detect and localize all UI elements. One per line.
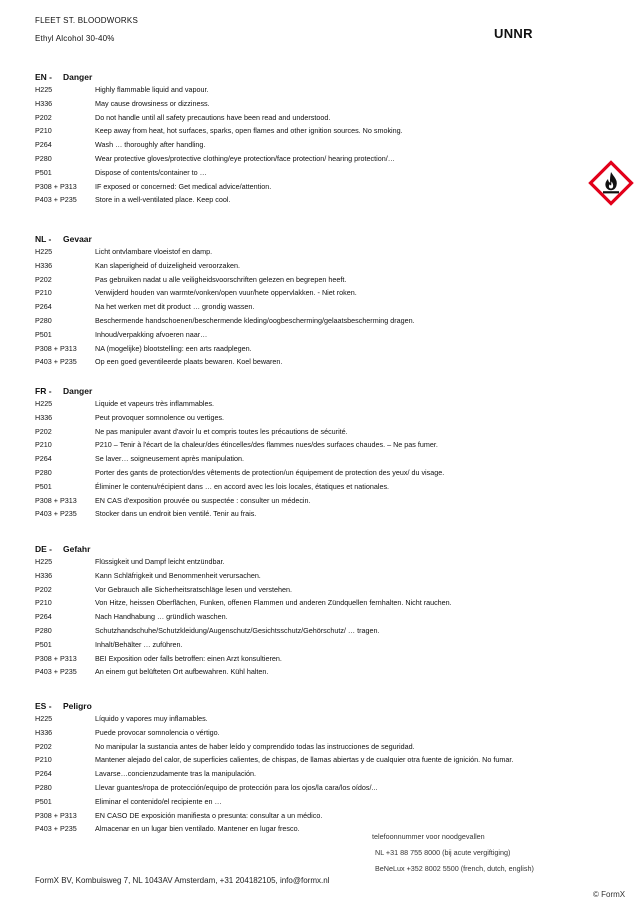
signal-word: Danger — [63, 72, 93, 82]
section-fr — [35, 385, 605, 521]
statement-row — [35, 138, 605, 152]
statement-text: Líquido y vapores muy inflamables. — [95, 714, 208, 723]
statement-row — [35, 466, 605, 480]
statement-text: Wash … thoroughly after handling. — [95, 140, 206, 150]
brand-name: UNNR — [494, 26, 533, 41]
statement-row — [35, 610, 605, 624]
statement-row — [35, 300, 605, 314]
statement-code: P403 + P235 — [35, 824, 77, 834]
section-es — [35, 700, 605, 836]
statement-text: P210 – Tenir à l'écart de la chaleur/des étincelles/des flammes nues/des surfaces chaudes. – Ne pas fumer. — [95, 440, 438, 450]
statement-row — [35, 411, 605, 425]
statement-code: P403 + P235 — [35, 667, 77, 677]
statement-text: An einem gut belüfteten Ort aufbewahren. Kühl halten. — [95, 667, 269, 677]
emergency-number-nl: NL +31 88 755 8000 (bij acute vergiftiging) — [375, 848, 511, 857]
statement-text: Kan slaperigheid of duizeligheid veroorzaken. — [95, 260, 241, 270]
statement-row — [35, 480, 605, 494]
statement-code: H225 — [35, 557, 53, 566]
statement-code: P280 — [35, 625, 52, 635]
statement-text: Nach Handhabung … gründlich waschen. — [95, 612, 228, 622]
statement-text: Almacenar en un lugar bien ventilado. Mantener en lugar fresco. — [95, 824, 300, 834]
statement-code: P264 — [35, 769, 52, 779]
statement-code: P264 — [35, 454, 52, 464]
emergency-contacts — [372, 829, 534, 877]
statement-row — [35, 624, 605, 638]
statement-code: P210 — [35, 755, 52, 765]
statement-row — [35, 555, 605, 569]
statement-text: Flüssigkeit und Dampf leicht entzündbar. — [95, 557, 225, 566]
statement-code: P308 + P313 — [35, 343, 77, 353]
statement-row — [35, 259, 605, 273]
section-heading — [35, 71, 605, 83]
statement-code: H225 — [35, 399, 53, 408]
company-address: FormX BV, Kombuisweg 7, NL 1043AV Amsterdam, +31 204182105, info@formx.nl — [35, 876, 330, 885]
statement-code: H336 — [35, 727, 53, 737]
statement-code: P264 — [35, 612, 52, 622]
statement-code: P501 — [35, 796, 52, 806]
statement-row — [35, 425, 605, 439]
statement-text: Licht ontvlambare vloeistof en damp. — [95, 247, 213, 256]
language-code: NL - — [35, 234, 52, 244]
statement-code: H336 — [35, 98, 53, 108]
section-heading — [35, 385, 605, 397]
statement-code: P202 — [35, 274, 52, 284]
statement-text: Inhalt/Behälter … zuführen. — [95, 639, 183, 649]
statement-row — [35, 740, 605, 754]
section-heading — [35, 543, 605, 555]
statement-row — [35, 193, 605, 207]
statement-text: Wear protective gloves/protective clothing/eye protection/face protection/ hearing protection/… — [95, 153, 395, 163]
statement-row — [35, 726, 605, 740]
statement-code: H336 — [35, 570, 53, 580]
statement-code: P308 + P313 — [35, 495, 77, 505]
statement-code: P308 + P313 — [35, 181, 77, 191]
statement-row — [35, 452, 605, 466]
statement-code: P210 — [35, 598, 52, 608]
statement-row — [35, 124, 605, 138]
statement-code: P280 — [35, 782, 52, 792]
statement-text: Dispose of contents/container to … — [95, 167, 207, 177]
statement-text: Von Hitze, heissen Oberflächen, Funken, offenen Flammen und anderen Zündquellen fernhalten. Nicht rauchen. — [95, 598, 452, 608]
statement-code: P264 — [35, 302, 52, 312]
statement-text: Se laver… soigneusement après manipulation. — [95, 454, 245, 464]
statement-row — [35, 83, 605, 97]
signal-word: Gevaar — [63, 234, 92, 244]
company-name: FLEET ST. BLOODWORKS — [35, 16, 138, 25]
statement-text: Highly flammable liquid and vapour. — [95, 85, 209, 94]
statement-row — [35, 166, 605, 180]
statement-row — [35, 638, 605, 652]
language-code: EN - — [35, 72, 52, 82]
statement-text: Éliminer le contenu/récipient dans … en accord avec les lois locales, étatiques et nationales. — [95, 481, 390, 491]
statement-row — [35, 665, 605, 679]
emergency-number-benelux: BeNeLux +352 8002 5500 (french, dutch, english) — [375, 864, 534, 873]
product-header — [35, 16, 138, 52]
statement-text: Porter des gants de protection/des vêtements de protection/un équipement de protection des yeux/ du visage. — [95, 467, 445, 477]
statement-code: P210 — [35, 288, 52, 298]
statement-text: Llevar guantes/ropa de protección/equipo de protección para los ojos/la cara/los oídos/... — [95, 782, 378, 792]
statement-text: Stocker dans un endroit bien ventilé. Tenir au frais. — [95, 509, 257, 519]
statement-row — [35, 795, 605, 809]
section-en — [35, 71, 605, 207]
statement-row — [35, 342, 605, 356]
statement-code: P202 — [35, 426, 52, 436]
section-heading — [35, 700, 605, 712]
statement-text: Ne pas manipuler avant d'avoir lu et compris toutes les précautions de sécurité. — [95, 426, 348, 436]
statement-code: H336 — [35, 412, 53, 422]
statement-code: P264 — [35, 140, 52, 150]
statement-row — [35, 180, 605, 194]
statement-code: P501 — [35, 639, 52, 649]
statement-text: Mantener alejado del calor, de superficies calientes, de chispas, de llamas abiertas y de cualquier otra fuente de ignición. No fumar. — [95, 755, 514, 765]
statement-code: P280 — [35, 315, 52, 325]
statement-code: P308 + P313 — [35, 653, 77, 663]
statement-row — [35, 355, 605, 369]
statement-code: P403 + P235 — [35, 509, 77, 519]
signal-word: Peligro — [63, 701, 92, 711]
statement-text: Puede provocar somnolencia o vértigo. — [95, 727, 220, 737]
language-code: DE - — [35, 544, 52, 554]
statement-text: EN CAS d'exposition prouvée ou suspectée : consulter un médecin. — [95, 495, 311, 505]
statement-text: Verwijderd houden van warmte/vonken/open vuur/hete oppervlakken. - Niet roken. — [95, 288, 357, 298]
copyright: © FormX — [593, 890, 626, 899]
statement-text: BEI Exposition oder falls betroffen: einen Arzt konsultieren. — [95, 653, 282, 663]
statement-code: P403 + P235 — [35, 357, 77, 367]
statement-code: P202 — [35, 112, 52, 122]
statement-text: Peut provoquer somnolence ou vertiges. — [95, 412, 225, 422]
statement-text: May cause drowsiness or dizziness. — [95, 98, 210, 108]
statement-text: No manipular la sustancia antes de haber leído y comprendido todas las instrucciones de seguridad. — [95, 741, 415, 751]
statement-row — [35, 438, 605, 452]
section-heading — [35, 233, 605, 245]
statement-text: Op een goed geventileerde plaats bewaren. Koel bewaren. — [95, 357, 283, 367]
statement-text: Schutzhandschuhe/Schutzkleidung/Augenschutz/Gesichtsschutz/Gehörschutz/ … tragen. — [95, 625, 380, 635]
statement-text: Do not handle until all safety precautions have been read and understood. — [95, 112, 331, 122]
statement-row — [35, 245, 605, 259]
statement-row — [35, 569, 605, 583]
statement-text: Keep away from heat, hot surfaces, sparks, open flames and other ignition sources. No smoking. — [95, 126, 403, 136]
statement-row — [35, 273, 605, 287]
statement-text: Vor Gebrauch alle Sicherheitsratschläge lesen und verstehen. — [95, 584, 292, 594]
statement-text: Eliminar el contenido/el recipiente en … — [95, 796, 222, 806]
language-code: ES - — [35, 701, 52, 711]
statement-text: NA (mogelijke) blootstelling: een arts raadplegen. — [95, 343, 252, 353]
language-code: FR - — [35, 386, 52, 396]
statement-row — [35, 712, 605, 726]
statement-text: Beschermende handschoenen/beschermende kleding/oogbescherming/gelaatsbescherming dragen. — [95, 315, 415, 325]
statement-code: P202 — [35, 584, 52, 594]
statement-text: Na het werken met dit product … grondig wassen. — [95, 302, 255, 312]
statement-row — [35, 111, 605, 125]
emergency-title: telefoonnummer voor noodgevallen — [372, 832, 485, 841]
statement-text: Liquide et vapeurs très inflammables. — [95, 399, 215, 408]
statement-code: P501 — [35, 481, 52, 491]
statement-text: IF exposed or concerned: Get medical advice/attention. — [95, 181, 272, 191]
statement-code: P501 — [35, 167, 52, 177]
section-nl — [35, 233, 605, 369]
statement-row — [35, 397, 605, 411]
statement-text: Kann Schläfrigkeit und Benommenheit verursachen. — [95, 570, 261, 580]
statement-row — [35, 596, 605, 610]
statement-text: Inhoud/verpakking afvoeren naar… — [95, 329, 208, 339]
statement-code: P403 + P235 — [35, 195, 77, 205]
statement-row — [35, 152, 605, 166]
statement-row — [35, 328, 605, 342]
statement-text: Lavarse…concienzudamente tras la manipulación. — [95, 769, 257, 779]
signal-word: Gefahr — [63, 544, 91, 554]
statement-code: P280 — [35, 467, 52, 477]
statement-row — [35, 286, 605, 300]
statement-code: P210 — [35, 440, 52, 450]
statement-code: P501 — [35, 329, 52, 339]
statement-row — [35, 494, 605, 508]
statement-code: H336 — [35, 260, 53, 270]
statement-text: Pas gebruiken nadat u alle veiligheidsvoorschriften gelezen en begrepen heeft. — [95, 274, 347, 284]
statement-text: Store in a well-ventilated place. Keep cool. — [95, 195, 231, 205]
statement-row — [35, 97, 605, 111]
statement-code: H225 — [35, 85, 53, 94]
statement-row — [35, 507, 605, 521]
statement-code: P210 — [35, 126, 52, 136]
statement-row — [35, 652, 605, 666]
signal-word: Danger — [63, 386, 93, 396]
statement-code: H225 — [35, 247, 53, 256]
statement-row — [35, 781, 605, 795]
statement-row — [35, 753, 605, 767]
statement-text: EN CASO DE exposición manifiesta o presunta: consultar a un médico. — [95, 810, 323, 820]
statement-code: P308 + P313 — [35, 810, 77, 820]
statement-row — [35, 767, 605, 781]
statement-row — [35, 583, 605, 597]
statement-code: P280 — [35, 153, 52, 163]
statement-row — [35, 314, 605, 328]
statement-code: P202 — [35, 741, 52, 751]
statement-row — [35, 809, 605, 823]
product-name: Ethyl Alcohol 30-40% — [35, 34, 115, 43]
statement-code: H225 — [35, 714, 53, 723]
section-de — [35, 543, 605, 679]
